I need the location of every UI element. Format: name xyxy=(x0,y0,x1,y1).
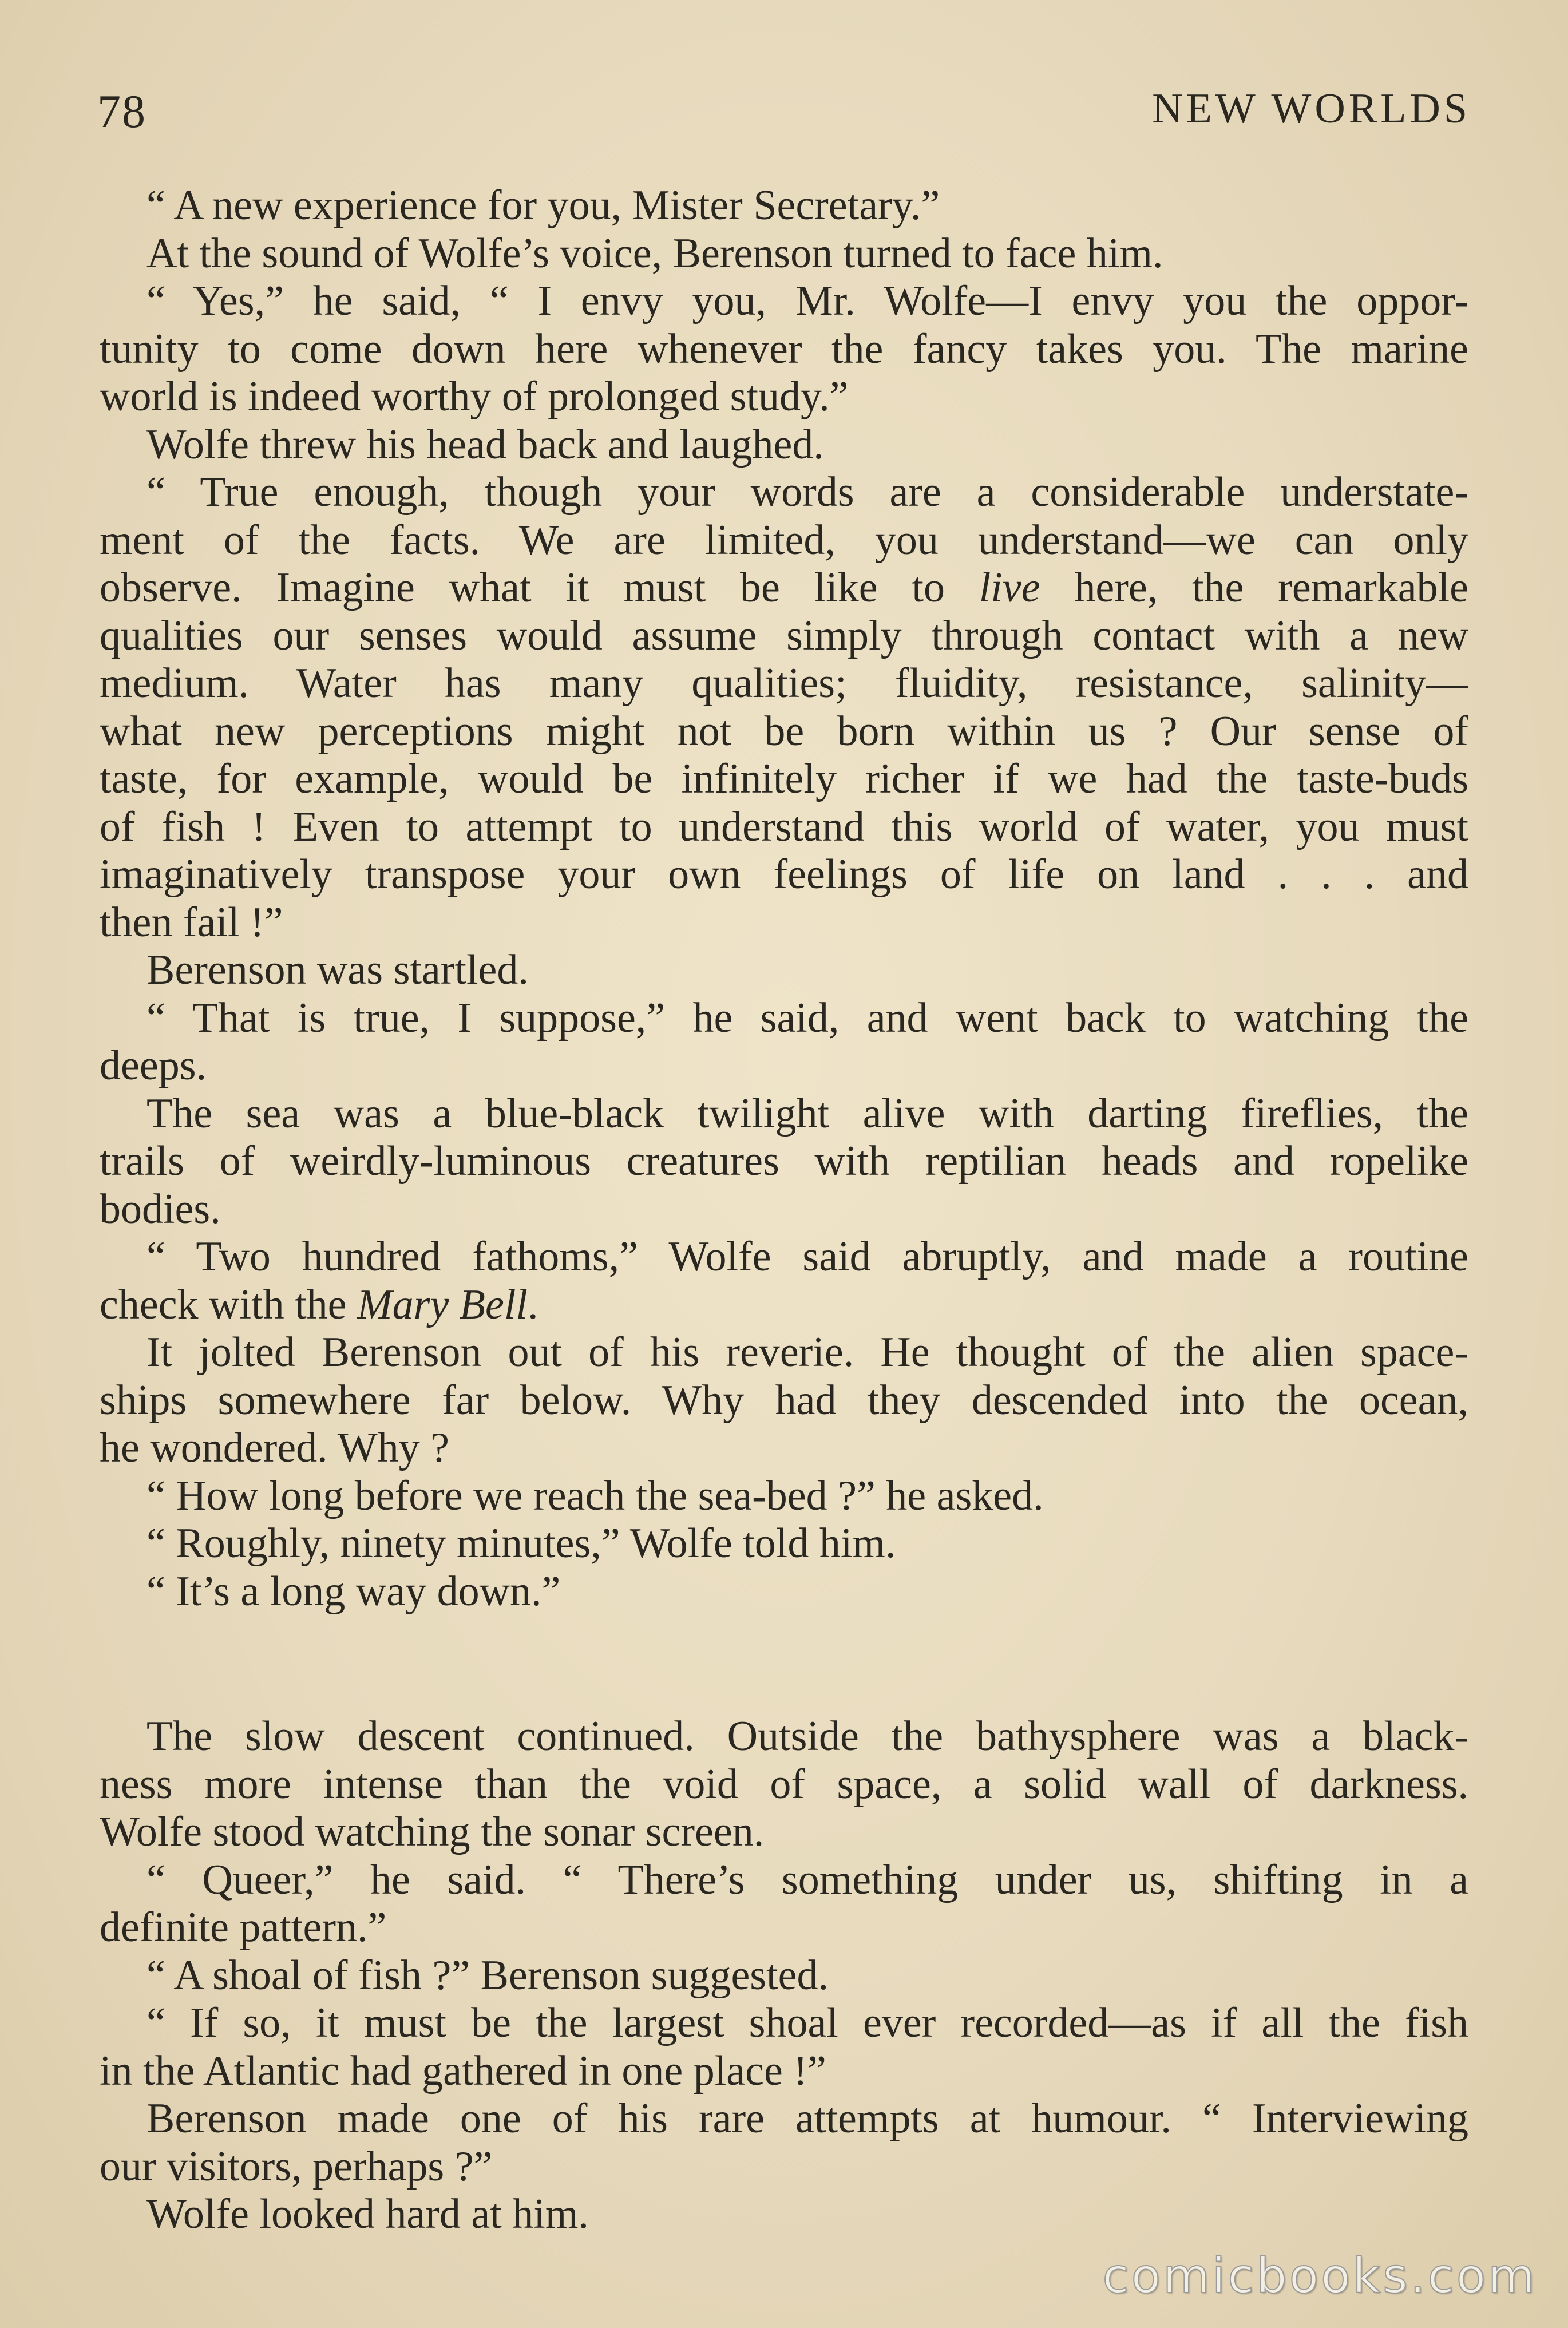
text-line: It jolted Berenson out of his reverie. He thought of the alien space- xyxy=(146,1329,1468,1376)
text-line: ment of the facts. We are limited, you understand—we can only xyxy=(100,516,1468,564)
site-watermark: comicbooks.com xyxy=(1102,2248,1537,2304)
italic-emphasis: Mary Bell xyxy=(357,1281,528,1328)
text-line: Berenson made one of his rare attempts at humour. “ Interviewing xyxy=(146,2095,1468,2142)
text-line: ships somewhere far below. Why had they descended into the ocean, xyxy=(100,1376,1468,1424)
text-line: “ Roughly, ninety minutes,” Wolfe told him. xyxy=(146,1520,896,1567)
running-head xyxy=(97,85,1471,142)
text-line: Wolfe threw his head back and laughed. xyxy=(146,421,824,468)
text-line: “ If so, it must be the largest shoal ever recorded—as if all the fish xyxy=(146,2000,1468,2046)
text-line: trails of weirdly-luminous creatures with reptilian heads and ropelike xyxy=(100,1138,1468,1185)
running-title: NEW WORLDS xyxy=(1152,85,1471,132)
text-line: of fish ! Even to attempt to understand this world of water, you must xyxy=(100,803,1468,850)
text-line: qualities our senses would assume simply through contact with a new xyxy=(100,612,1468,659)
text-line-with-italic: check with the Mary Bell. xyxy=(100,1281,538,1328)
text-line: imaginatively transpose your own feelings of life on land . . . and xyxy=(100,851,1468,898)
text-line: Wolfe looked hard at him. xyxy=(146,2191,589,2238)
text-line: Berenson was startled. xyxy=(146,947,529,993)
text-line: “ Yes,” he said, “ I envy you, Mr. Wolfe—I envy you the oppor- xyxy=(146,278,1468,324)
text-line: The sea was a blue-black twilight alive with darting fireflies, the xyxy=(146,1090,1468,1137)
text-line: bodies. xyxy=(100,1185,221,1233)
text-line: “ Queer,” he said. “ There’s something under us, shifting in a xyxy=(146,1856,1468,1903)
text-line: Wolfe stood watching the sonar screen. xyxy=(100,1808,765,1855)
text-line: At the sound of Wolfe’s voice, Berenson turned to face him. xyxy=(146,229,1163,277)
text-line: “ A shoal of fish ?” Berenson suggested. xyxy=(146,1951,829,1999)
italic-emphasis: live xyxy=(979,564,1040,611)
text-line: “ How long before we reach the sea-bed ?” he asked. xyxy=(146,1472,1044,1519)
page-number: 78 xyxy=(97,85,146,137)
text-line: our visitors, perhaps ?” xyxy=(100,2143,493,2190)
text-line: “ Two hundred fathoms,” Wolfe said abruptly, and made a routine xyxy=(146,1233,1468,1280)
text-line: medium. Water has many qualities; fluidity, resistance, salinity— xyxy=(100,660,1468,707)
text-line: he wondered. Why ? xyxy=(100,1424,449,1471)
text-line: “ It’s a long way down.” xyxy=(146,1567,561,1615)
text-line-with-italic: observe. Imagine what it must be like to live here, the remarkable xyxy=(100,564,1468,611)
text-line: The slow descent continued. Outside the bathysphere was a black- xyxy=(146,1713,1468,1760)
text-line: what new perceptions might not be born within us ? Our sense of xyxy=(100,707,1468,755)
text-line: “ True enough, though your words are a considerable understate- xyxy=(146,469,1468,516)
body-text xyxy=(100,182,1468,2239)
text-line: ness more intense than the void of space, a solid wall of darkness. xyxy=(100,1760,1468,1808)
text-line: taste, for example, would be infinitely richer if we had the taste-buds xyxy=(100,755,1468,802)
text-line: “ A new experience for you, Mister Secretary.” xyxy=(146,182,940,229)
scene-break xyxy=(100,1616,1468,1713)
text-line: then fail !” xyxy=(100,898,283,946)
text-line: world is indeed worthy of prolonged study.” xyxy=(100,373,849,420)
text-line: definite pattern.” xyxy=(100,1904,387,1951)
text-line: in the Atlantic had gathered in one place !” xyxy=(100,2047,826,2095)
text-line: “ That is true, I suppose,” he said, and went back to watching the xyxy=(146,994,1468,1042)
text-line: deeps. xyxy=(100,1042,207,1089)
text-line: tunity to come down here whenever the fancy takes you. The marine xyxy=(100,325,1468,373)
